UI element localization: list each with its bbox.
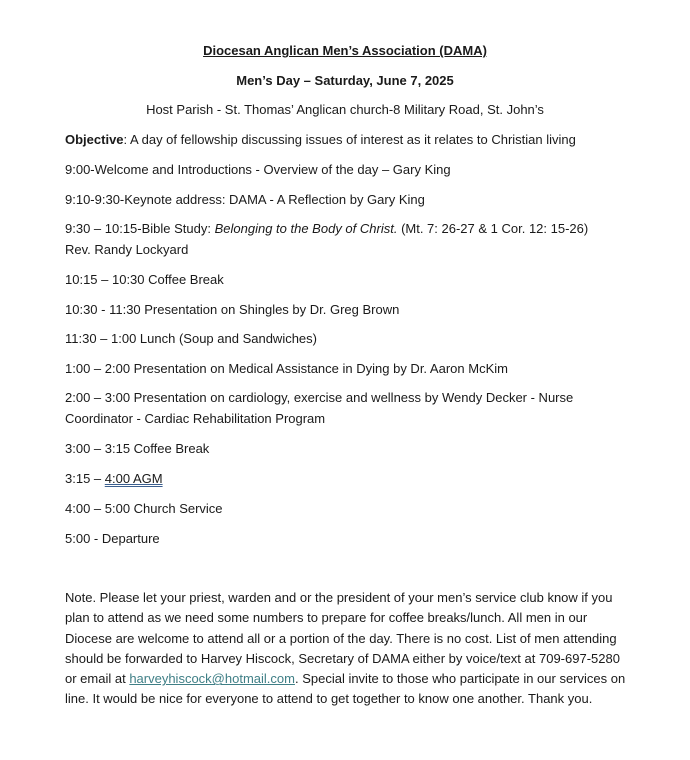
schedule-item-shingles: 10:30 - 11:30 Presentation on Shingles by Dr. Greg Brown: [65, 302, 400, 317]
note-text-after-email: . Special invite to those who participate in our services on line. It would be nice for everyone to attend to get together to know one another. Thank you.: [65, 671, 626, 707]
bible-study-prefix: 9:30 – 10:15-Bible Study:: [65, 221, 215, 236]
schedule-item-welcome: 9:00-Welcome and Introductions - Overview of the day – Gary King: [65, 162, 451, 177]
schedule-item-agm: [65, 469, 625, 490]
objective-text: : A day of fellowship discussing issues of interest as it relates to Christian living: [123, 132, 576, 147]
schedule-item-coffee-break-1: 10:15 – 10:30 Coffee Break: [65, 272, 224, 287]
note-paragraph: [65, 588, 627, 710]
agm-prefix: 3:15 –: [65, 471, 105, 486]
objective-label: Objective: [65, 132, 124, 147]
event-subtitle: Men’s Day – Saturday, June 7, 2025: [236, 73, 454, 88]
schedule-item-lunch: 11:30 – 1:00 Lunch (Soup and Sandwiches): [65, 331, 317, 346]
schedule-item-coffee-break-2: 3:00 – 3:15 Coffee Break: [65, 441, 210, 456]
email-link[interactable]: harveyhiscock@hotmail.com: [129, 671, 295, 687]
objective-line: [65, 130, 625, 151]
schedule-item-maid: 1:00 – 2:00 Presentation on Medical Assistance in Dying by Dr. Aaron McKim: [65, 361, 508, 376]
schedule-item-cardiology: [65, 388, 625, 429]
schedule-item-departure: 5:00 - Departure: [65, 531, 160, 546]
schedule-item-keynote: 9:10-9:30-Keynote address: DAMA - A Reflection by Gary King: [65, 192, 425, 207]
agm-link[interactable]: 4:00 AGM: [104, 471, 163, 486]
cardiology-line-2: Coordinator - Cardiac Rehabilitation Program: [65, 410, 326, 426]
bible-study-leader: Rev. Randy Lockyard: [65, 241, 189, 257]
document-title: Diocesan Anglican Men’s Association (DAMA): [203, 43, 487, 58]
note-text-before-email: Note. Please let your priest, warden and or the president of your men’s service club know if you plan to attend as we need some numbers to prepare for coffee breaks/lunch. All men in our Diocese are welcome to attend all or a portion of the day. There is no cost. List of men attending should be forwarded to Harvey Hiscock, Secretary of DAMA either by voice/text at 709-697-5280 or email at: [65, 590, 620, 687]
schedule-item-bible-study: [65, 219, 625, 260]
schedule-item-church-service: 4:00 – 5:00 Church Service: [65, 501, 223, 516]
bible-study-reference: (Mt. 7: 26-27 & 1 Cor. 12: 15-26): [397, 221, 589, 236]
host-parish: Host Parish - St. Thomas’ Anglican church-8 Military Road, St. John’s: [146, 102, 544, 117]
cardiology-line-1: 2:00 – 3:00 Presentation on cardiology, exercise and wellness by Wendy Decker - Nurse: [65, 390, 574, 405]
bible-study-title: Belonging to the Body of Christ.: [214, 221, 398, 236]
